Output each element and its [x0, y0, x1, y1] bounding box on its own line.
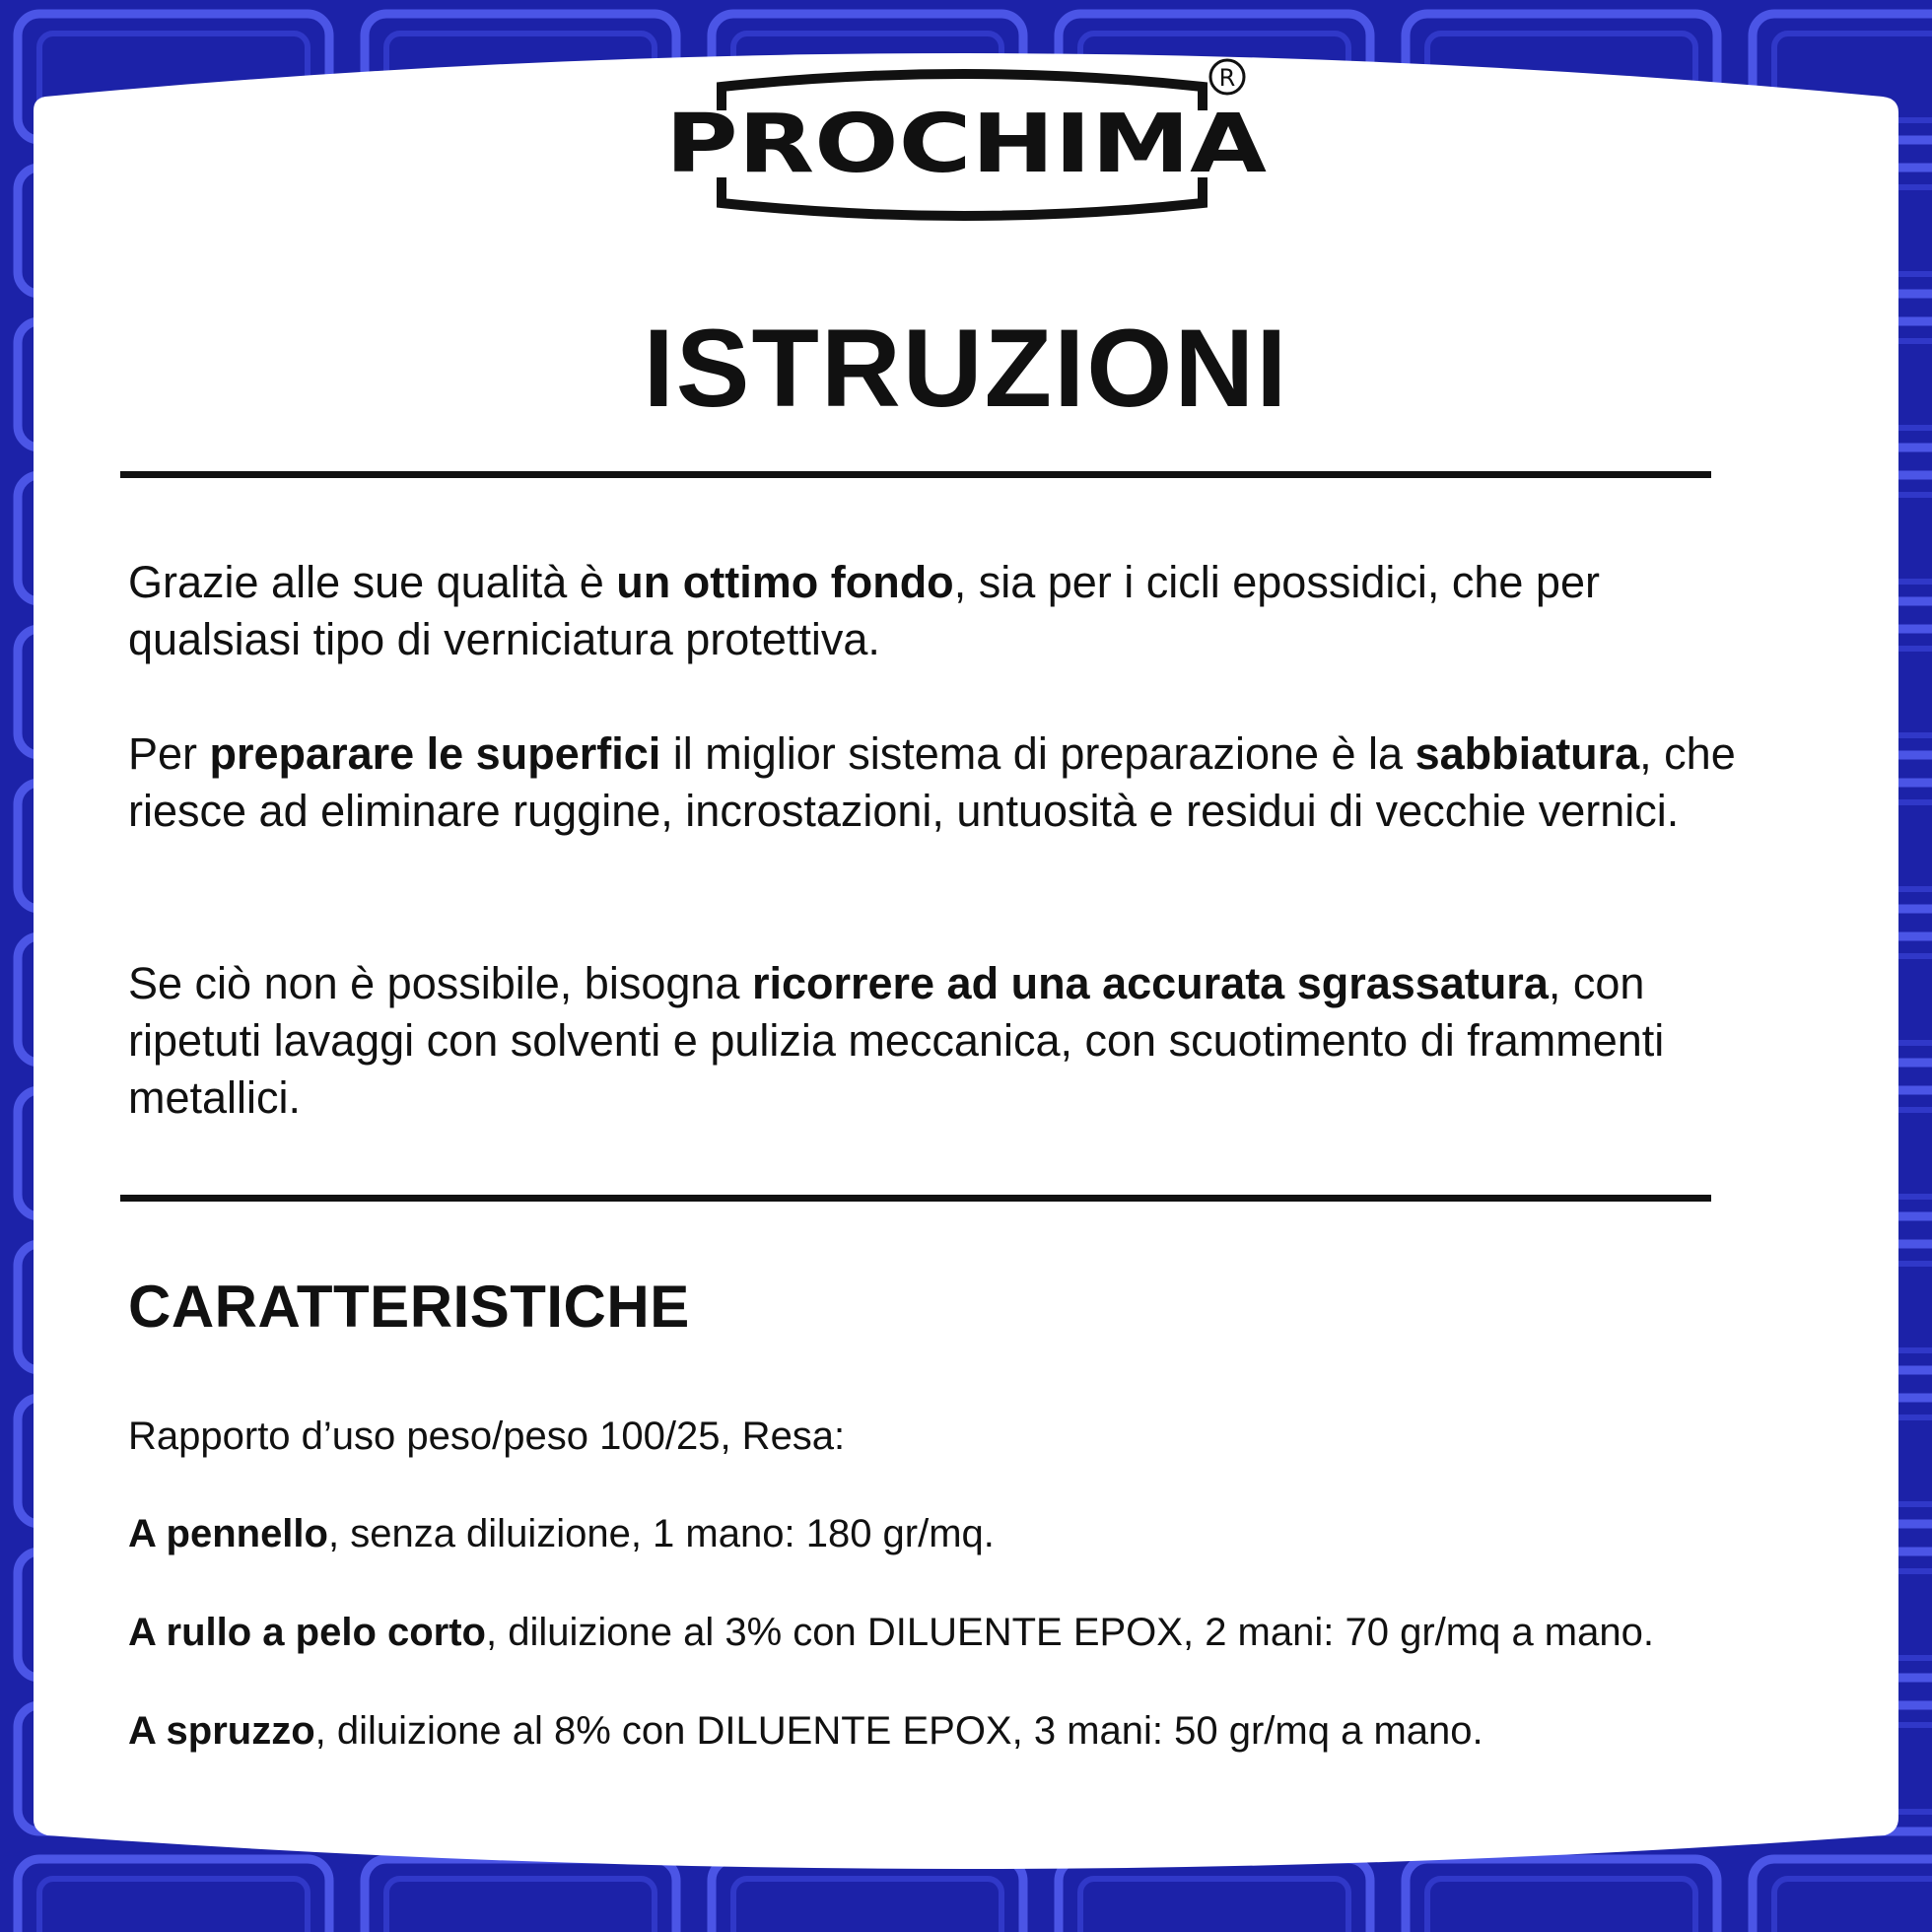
text-segment: , che riesce ad eliminare ruggine, incrostazioni, untuosità e residui di vecchie vernici. [128, 728, 1736, 836]
text-segment: il miglior sistema di preparazione è la [660, 728, 1415, 779]
features-intro: Rapporto d’uso peso/peso 100/25, Resa: [128, 1414, 846, 1458]
instruction-paragraph [128, 725, 1784, 840]
text-segment: , sia per i cicli epossidici, che per qualsiasi tipo di verniciatura protettiva. [128, 557, 1600, 664]
instruction-paragraph [128, 554, 1784, 668]
logo-wordmark: PROCHIMA [665, 98, 1268, 191]
bold-text: ricorrere ad una accurata sgrassatura [751, 958, 1549, 1008]
text-segment: Per [128, 728, 210, 779]
bold-text: un ottimo fondo [616, 557, 954, 607]
feature-detail: , diluizione al 3% con DILUENTE EPOX, 2 mani: 70 gr/mq a mano. [486, 1611, 1654, 1654]
prochima-logo [651, 55, 1281, 233]
section-title: CARATTERISTICHE [128, 1274, 690, 1340]
text-segment: Se ciò non è possibile, bisogna [128, 958, 752, 1008]
feature-method: A rullo a pelo corto [128, 1611, 486, 1654]
feature-item [128, 1608, 1824, 1657]
instruction-paragraph [128, 955, 1784, 1127]
text-segment: Grazie alle sue qualità è [128, 557, 617, 607]
divider-top [120, 471, 1711, 478]
bold-text: preparare le superfici [209, 728, 661, 779]
feature-detail: , diluizione al 8% con DILUENTE EPOX, 3 mani: 50 gr/mq a mano. [314, 1709, 1484, 1753]
feature-detail: , senza diluizione, 1 mano: 180 gr/mq. [327, 1512, 995, 1555]
feature-method: A pennello [128, 1512, 328, 1555]
divider-middle [120, 1195, 1711, 1202]
feature-item [128, 1509, 1824, 1558]
text-segment: , con ripetuti lavaggi con solventi e pulizia meccanica, con scuotimento di frammenti metallici. [128, 958, 1665, 1123]
feature-item [128, 1706, 1824, 1756]
page-title: ISTRUZIONI [643, 307, 1289, 430]
trademark-symbol: R [1218, 64, 1236, 92]
bold-text: sabbiatura [1414, 728, 1640, 779]
feature-method: A spruzzo [128, 1709, 315, 1753]
